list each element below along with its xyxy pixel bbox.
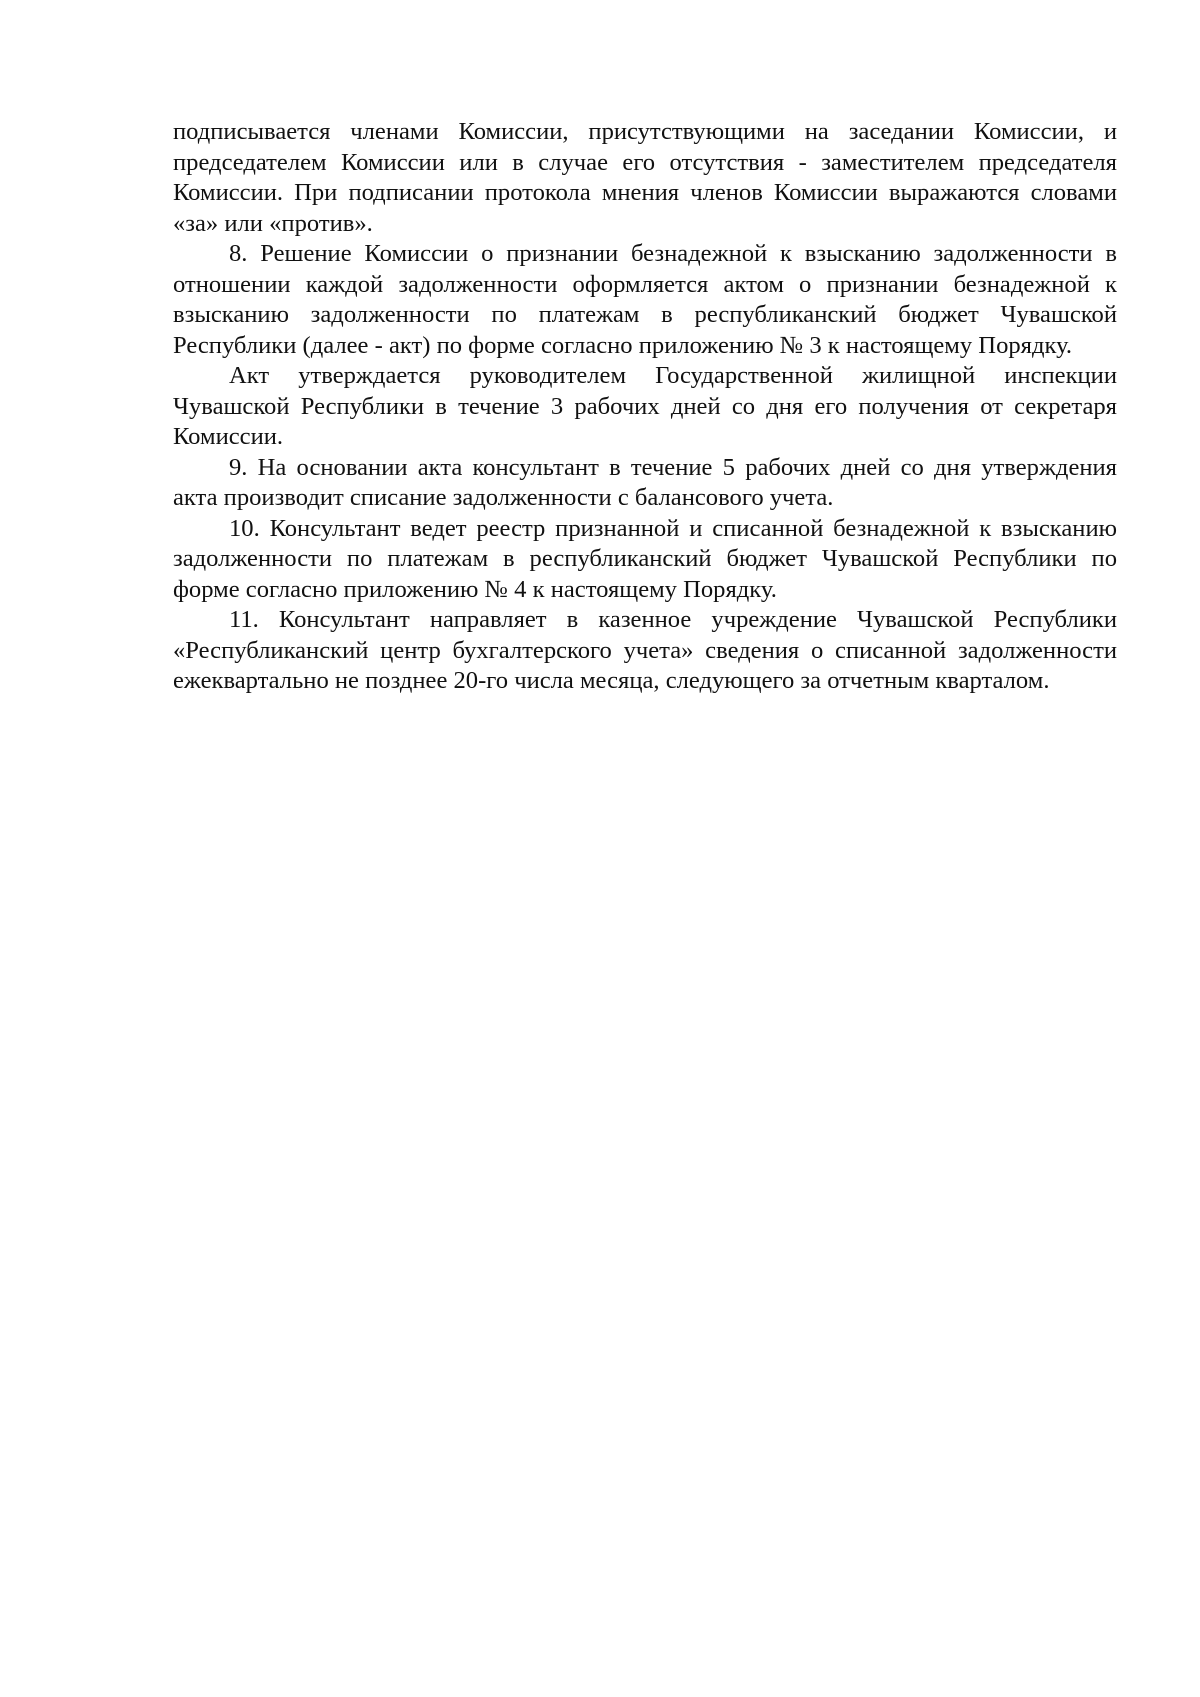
paragraph-act-approval: Акт утверждается руководителем Государственной жилищной инспекции Чувашской Республики в течение 3 рабочих дней со дня его получения от секретаря Комиссии. [173, 362, 1117, 450]
paragraph-continuation: подписывается членами Комиссии, присутствующими на заседании Комиссии, и председателем Комиссии или в случае его отсутствия - заместителем председателя Комиссии. При подписании протокола мнения членов Комиссии выражаются словами «за» или «против». [173, 118, 1117, 237]
paragraph-item-10: 10. Консультант ведет реестр признанной и списанной безнадежной к взысканию задолженности по платежам в республиканский бюджет Чувашской Республики по форме согласно приложению № 4 к настоящему Порядку. [173, 514, 1117, 603]
paragraph-item-9: 9. На основании акта консультант в течение 5 рабочих дней со дня утверждения акта производит списание задолженности с балансового учета. [173, 453, 1117, 511]
document-page [173, 117, 1117, 697]
paragraph-item-8: 8. Решение Комиссии о признании безнадежной к взысканию задолженности в отношении каждой задолженности оформляется актом о признании безнадежной к взысканию задолженности по платежам в республиканский бюджет Чувашской Республики (далее - акт) по форме согласно приложению № 3 к настоящему Порядку. [173, 240, 1117, 359]
paragraph-item-11: 11. Консультант направляет в казенное учреждение Чувашской Республики «Республиканский центр бухгалтерского учета» сведения о списанной задолженности ежеквартально не позднее 20-го числа месяца, следующего за отчетным кварталом. [173, 606, 1117, 694]
